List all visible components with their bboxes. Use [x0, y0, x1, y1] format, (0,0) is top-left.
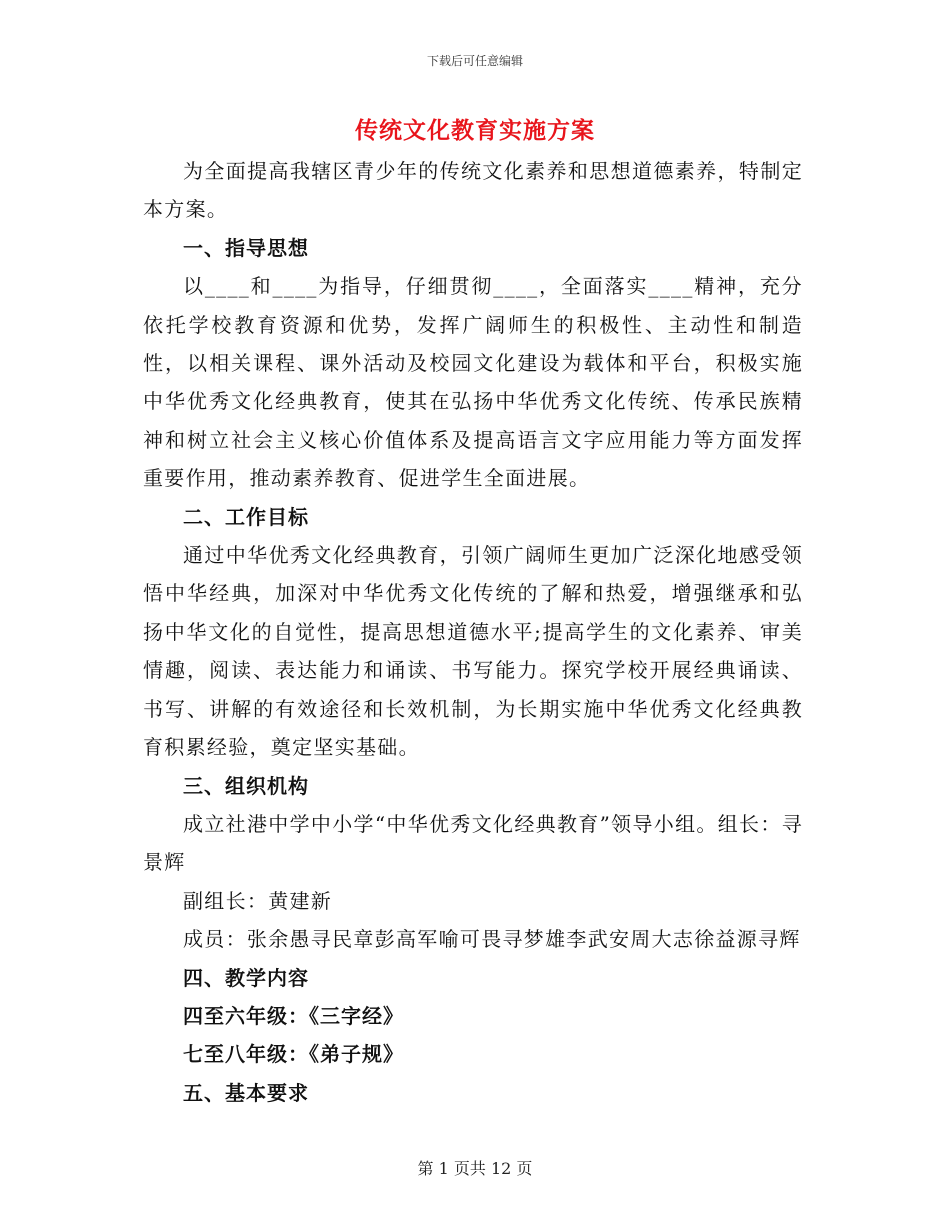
work-goals-paragraph: 通过中华优秀文化经典教育，引领广阔师生更加广泛深化地感受领悟中华经典，加深对中华优秀文化传统的了解和热爱，增强继承和弘扬中华文化的自觉性，提高思想道德水平;提高学生的文化素养、审美情趣，阅读、表达能力和诵读、书写能力。探究学校开展经典诵读、书写、讲解的有效途径和长效机制，为长期实施中华优秀文化经典教育积累经验，奠定坚实基础。: [143, 543, 803, 760]
intro-paragraph: 为全面提高我辖区青少年的传统文化素养和思想道德素养，特制定本方案。: [143, 159, 803, 222]
organization-members-paragraph: 成员：张余愚寻民章彭高军喻可畏寻梦雄李武安周大志徐益源寻辉: [183, 927, 801, 952]
teaching-content-item-grades-4-6: 四至六年级：《三字经》: [183, 1003, 404, 1028]
section-heading-guiding-ideology: 一、指导思想: [183, 235, 309, 260]
section-heading-teaching-content: 四、教学内容: [183, 965, 309, 990]
document-body: [143, 152, 803, 1112]
guiding-ideology-paragraph: 以____和____为指导，仔细贯彻____，全面落实____精神，充分依托学校教育资源和优势，发挥广阔师生的积极性、主动性和制造性，以相关课程、课外活动及校园文化建设为载体和平台，积极实施中华优秀文化经典教育，使其在弘扬中华优秀文化传统、传承民族精神和树立社会主义核心价值体系及提高语言文字应用能力等方面发挥重要作用，推动素养教育、促进学生全面进展。: [143, 274, 803, 491]
organization-deputy-paragraph: 副组长：黄建新: [183, 888, 333, 913]
section-heading-organization: 三、组织机构: [183, 773, 309, 798]
document-title: 传统文化教育实施方案: [355, 118, 595, 144]
section-heading-work-goals: 二、工作目标: [183, 504, 309, 529]
teaching-content-item-grades-7-8: 七至八年级：《弟子规》: [183, 1042, 404, 1067]
organization-leader-paragraph: 成立社港中学中小学“中华优秀文化经典教育”领导小组。组长：寻景辉: [143, 811, 803, 875]
page-header-note: 下载后可任意编辑: [426, 54, 523, 68]
page-footer-number: 第 1 页共 12 页: [417, 1159, 533, 1178]
section-heading-basic-requirements: 五、基本要求: [183, 1080, 309, 1105]
